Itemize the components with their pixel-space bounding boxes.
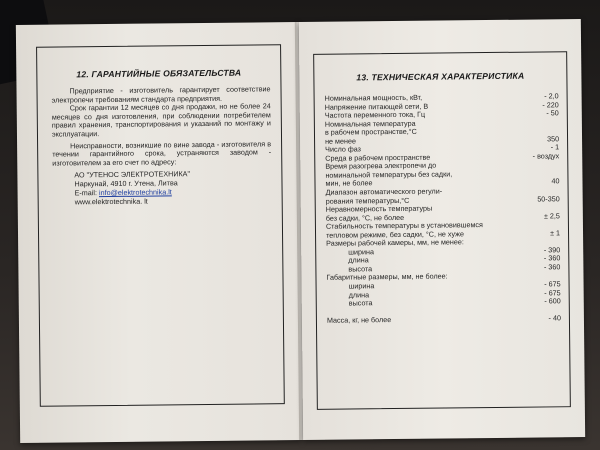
spec-label: Номинальная мощность, кВт, xyxy=(324,92,423,103)
spec-label: ширина xyxy=(348,247,375,257)
spec-value: - 360 xyxy=(543,253,561,263)
spec-label: не менее xyxy=(325,136,356,146)
spec-value: - 675 xyxy=(544,287,561,298)
spec-value: - 50 xyxy=(546,108,559,118)
warranty-paragraph-2: Срок гарантии 12 месяцев со дня продажи, но не более 24 месяцев со дня изготовления, при соблюдении потребителем правил хранения, транспортирования и указаний по монтажу и эксплуатации. xyxy=(51,101,271,139)
spec-label: Среда в рабочем пространстве xyxy=(325,152,431,163)
open-leaflet xyxy=(16,19,585,443)
right-page xyxy=(299,19,585,440)
street-address: Наркунай, 4910 г. Утена, Литва xyxy=(74,178,178,189)
spec-value: - 220 xyxy=(542,99,559,110)
spec-label: длина xyxy=(348,289,370,300)
spec-label: Габаритные размеры, мм, не более: xyxy=(326,271,448,283)
spec-label: Размеры рабочей камеры, мм, не менее: xyxy=(326,237,464,249)
spec-label: Время разогрева электропечи до xyxy=(325,160,437,172)
company-name: АО "УТЕНОС ЭЛЕКТРОТЕХНИКА" xyxy=(74,169,191,180)
spec-value: - 360 xyxy=(543,262,561,272)
spec-value: - 40 xyxy=(548,312,561,323)
spec-label: Диапазон автоматического регули- xyxy=(325,186,443,197)
left-page xyxy=(16,22,301,443)
email-prefix: E-mail: xyxy=(74,188,100,198)
spec-label: Неравномерность температуры xyxy=(325,203,433,214)
spec-label: Номинальная температура xyxy=(324,118,416,129)
spec-label: высота xyxy=(348,264,373,274)
spec-label: мин, не более xyxy=(325,178,373,189)
warranty-frame xyxy=(36,44,285,407)
spec-label: Масса, кг, не более xyxy=(326,314,392,325)
email-link[interactable]: info@elektrotechnika.lt xyxy=(98,187,172,198)
spec-label: Стабильность температуры в установившемся xyxy=(325,220,483,231)
manufacturer-address xyxy=(52,170,271,207)
spec-value: - 600 xyxy=(544,296,561,306)
warranty-body xyxy=(37,77,281,207)
specs-title: 13. ТЕХНИЧЕСКАЯ ХАРАКТЕРИСТИКА xyxy=(356,70,525,83)
spec-row-mass xyxy=(327,314,561,325)
spec-value: - 2,0 xyxy=(544,91,559,101)
spec-label: тепловом режиме, без садки, °С, не хуже xyxy=(325,229,465,240)
spec-value: 40 xyxy=(551,176,560,186)
spec-label: Частота переменного тока, Гц xyxy=(324,109,426,120)
spec-label: без садки, °С, не более xyxy=(325,212,405,223)
spec-label: ширина xyxy=(348,281,375,291)
spec-label: высота xyxy=(348,298,373,308)
spec-value: 350 xyxy=(546,134,560,144)
spec-value: - 675 xyxy=(544,279,561,289)
spec-label: в рабочем пространстве,°С xyxy=(324,126,417,137)
spec-label: Напряжение питающей сети, В xyxy=(324,101,429,112)
spec-value: - 1 xyxy=(550,142,560,152)
spec-value: - воздух xyxy=(532,151,560,161)
warranty-paragraph-3: Неисправности, возникшие по вине завода - изготовителя в течении гарантийного срока, устраняются заводом - изготовителем за его счет по адресу: xyxy=(52,138,272,168)
specs-list xyxy=(314,80,569,325)
spec-label: Число фаз xyxy=(325,144,361,155)
website-link[interactable]: www.elektrotechnika. lt xyxy=(74,196,148,207)
spec-value: 50-350 xyxy=(537,193,560,204)
spec-label: длина xyxy=(348,255,369,265)
spec-label: номинальной температуры без садки, xyxy=(325,169,453,180)
spec-value: ± 1 xyxy=(550,228,561,238)
spec-value: ± 2,5 xyxy=(543,210,560,221)
specs-frame xyxy=(313,51,571,410)
spec-value: - 390 xyxy=(543,245,561,255)
spec-label: рования температуры,°С xyxy=(325,195,410,206)
warranty-paragraph-1: Предприятие - изготовитель гарантирует соответствие электропечи требованиям стандарта предприятия. xyxy=(51,84,271,105)
warranty-title: 12. ГАРАНТИЙНЫЕ ОБЯЗАТЕЛЬСТВА xyxy=(76,67,242,80)
